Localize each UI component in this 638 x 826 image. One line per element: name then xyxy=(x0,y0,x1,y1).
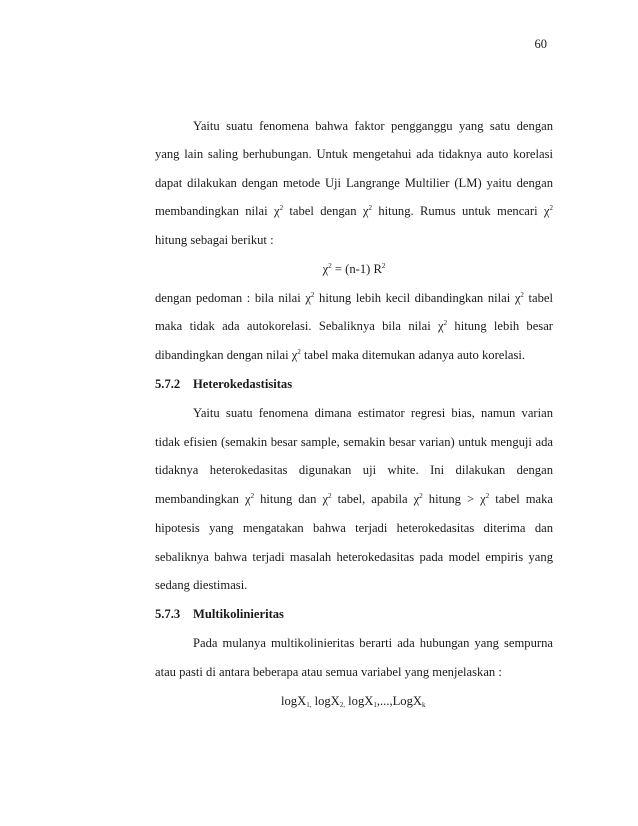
paragraph-line: Pada mulanya multikolinieritas berarti ada hubungan yang sempurna xyxy=(193,636,553,650)
subscript: k xyxy=(422,701,426,709)
formula-chi: χ xyxy=(322,262,329,276)
superscript: 2 xyxy=(485,492,490,500)
text-span: maka tidak ada autokorelasi. Sebaliknya bila nilai χ xyxy=(155,319,444,333)
text-span: membandingkan χ xyxy=(155,492,251,506)
text-span: hitung. Rumus untuk mencari χ xyxy=(372,204,550,218)
text-span: logX xyxy=(345,694,374,708)
superscript: 2 xyxy=(297,348,301,356)
page-number: 60 xyxy=(534,37,547,51)
subscript: 1, xyxy=(306,701,312,709)
text-span: tabel dengan χ xyxy=(283,204,369,218)
text-span: tabel maka ditemukan adanya auto korelasi. xyxy=(300,348,525,362)
superscript: 2 xyxy=(250,492,255,500)
section-title: Heterokedastisitas xyxy=(193,377,293,391)
text-span: hitung dan χ xyxy=(254,492,329,506)
text-span: hitung > χ xyxy=(422,492,486,506)
paragraph-line: sebaliknya bahwa terjadi masalah heterokedasitas pada model empiris yang xyxy=(155,550,553,564)
superscript: 2 xyxy=(549,204,553,212)
text-span: membandingkan nilai χ xyxy=(155,204,280,218)
paragraph-line xyxy=(155,290,553,306)
formula xyxy=(155,261,553,277)
paragraph-line: hitung sebagai berikut : xyxy=(155,233,274,247)
text-span: ,...,LogX xyxy=(376,694,422,708)
superscript: 2 xyxy=(368,204,372,212)
text-span: hitung lebih besar xyxy=(447,319,553,333)
paragraph-line xyxy=(155,318,553,334)
text-span: dengan pedoman : bila nilai χ xyxy=(155,291,311,305)
section-number: 5.7.2 xyxy=(155,377,181,391)
formula-body: = (n-1) R xyxy=(331,262,382,276)
section-title: Multikolinieritas xyxy=(193,607,284,621)
paragraph-line xyxy=(155,491,553,507)
paragraph-line: Yaitu suatu fenomena dimana estimator regresi bias, namun varian xyxy=(193,406,553,420)
superscript: 2 xyxy=(310,291,315,299)
text-span: dibandingkan dengan nilai χ xyxy=(155,348,298,362)
subscript: 2, xyxy=(339,701,346,709)
subscript: 1 xyxy=(373,701,377,709)
text-span: logX xyxy=(281,694,307,708)
section-number: 5.7.3 xyxy=(155,607,181,621)
paragraph-line xyxy=(155,203,553,219)
paragraph-line: yang lain saling berhubungan. Untuk mengetahui ada tidaknya auto korelasi xyxy=(155,147,553,161)
section-heading xyxy=(155,376,553,392)
text-span: logX xyxy=(311,694,340,708)
text-span: tabel maka xyxy=(489,492,553,506)
section-heading xyxy=(155,606,553,622)
superscript: 2 xyxy=(328,262,332,270)
superscript: 2 xyxy=(279,204,284,212)
paragraph-line: hipotesis yang mengatakan bahwa terjadi heterokedasitas diterima dan xyxy=(155,521,553,535)
text-span: hitung lebih kecil dibandingkan nilai χ xyxy=(314,291,521,305)
superscript: 2 xyxy=(443,319,448,327)
paragraph-line: tidaknya heterokedasitas digunakan uji white. Ini dilakukan dengan xyxy=(155,463,553,477)
superscript: 2 xyxy=(520,291,524,299)
paragraph-line: Yaitu suatu fenomena bahwa faktor pengganggu yang satu dengan xyxy=(193,119,553,133)
text-span: tabel xyxy=(523,291,554,305)
paragraph-line: tidak efisien (semakin besar sample, semakin besar varian) untuk menguji ada xyxy=(155,435,553,449)
superscript: 2 xyxy=(381,262,386,270)
paragraph-line: sedang diestimasi. xyxy=(155,578,248,592)
paragraph-line xyxy=(155,347,553,363)
paragraph-line: dapat dilakukan dengan metode Uji Langrange Multilier (LM) yaitu dengan xyxy=(155,176,553,190)
paragraph-line: atau pasti di antara beberapa atau semua variabel yang menjelaskan : xyxy=(155,665,502,679)
variable-list xyxy=(281,693,501,709)
text-span: tabel, apabila χ xyxy=(331,492,420,506)
superscript: 2 xyxy=(419,492,423,500)
superscript: 2 xyxy=(328,492,332,500)
